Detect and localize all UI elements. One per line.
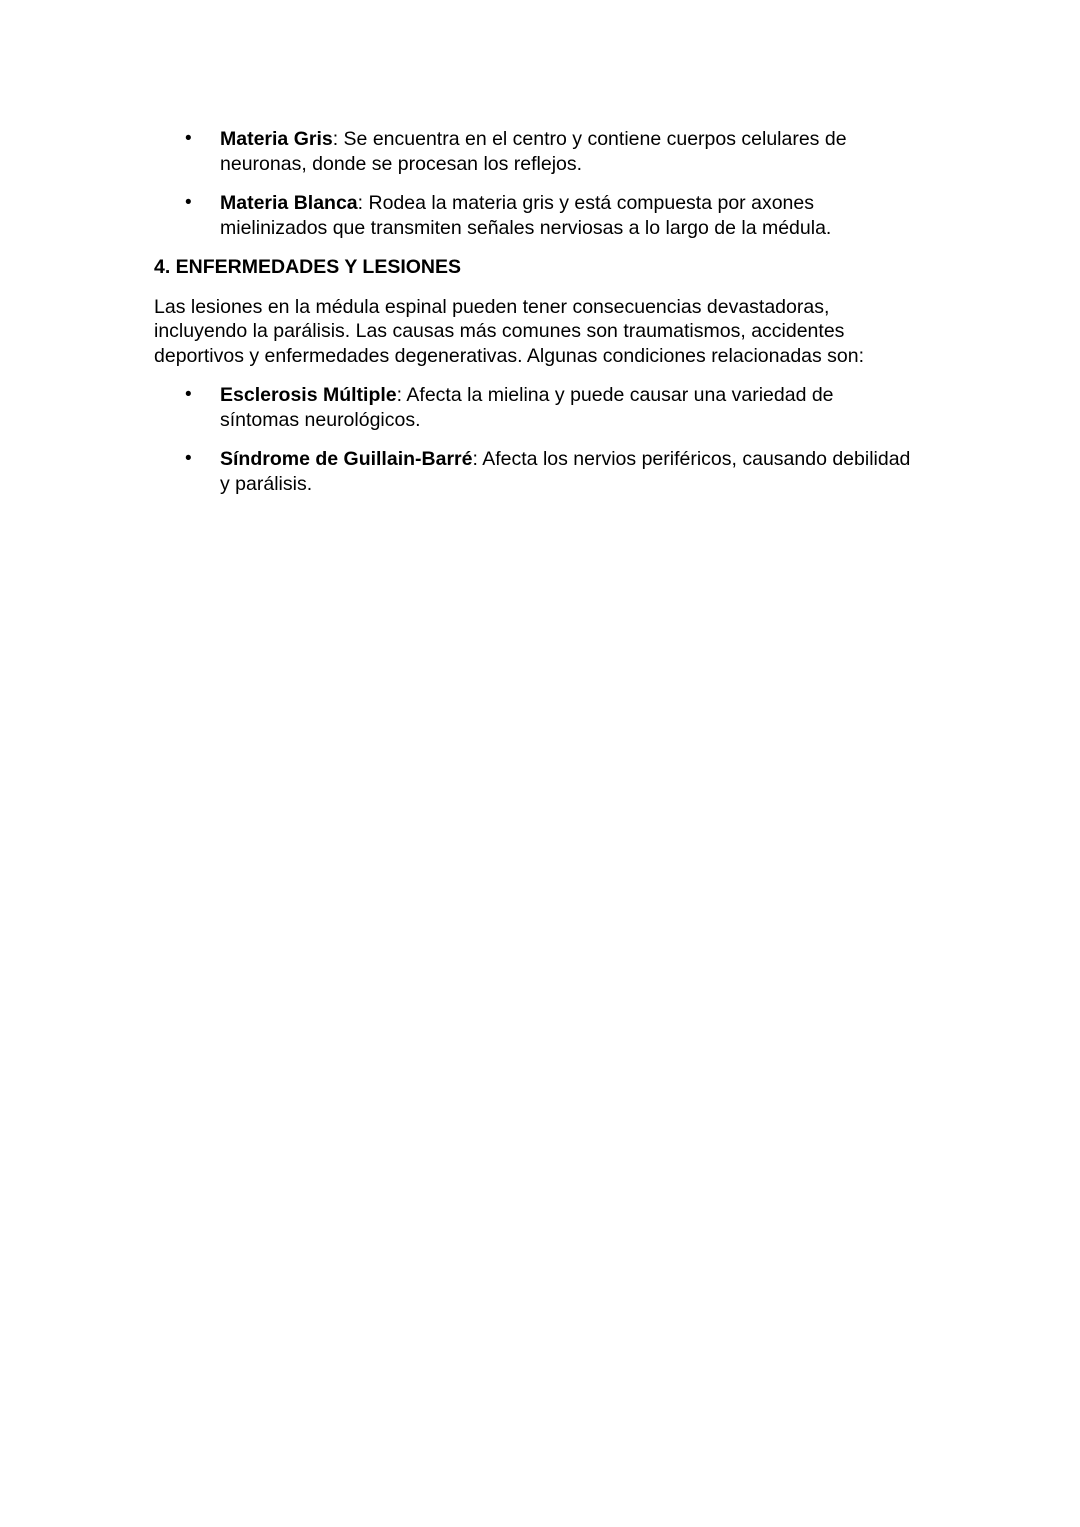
- conditions-list: [154, 383, 914, 496]
- list-item-term: Esclerosis Múltiple: [220, 384, 397, 406]
- section-heading: 4. ENFERMEDADES Y LESIONES: [154, 256, 462, 278]
- page-content: [154, 127, 914, 511]
- list-item-text: : Se encuentra en el centro y contiene cuerpos celulares de neuronas, donde se procesan los reflejos.: [220, 128, 847, 175]
- list-item-text: : Afecta los nervios periféricos, causando debilidad y parálisis.: [220, 448, 911, 495]
- list-item: [154, 191, 914, 240]
- list-item: [154, 127, 914, 176]
- bullet-icon: •: [185, 384, 192, 405]
- bullet-icon: •: [185, 448, 192, 469]
- spinal-matter-list: [154, 127, 914, 240]
- bullet-icon: •: [185, 128, 192, 149]
- list-item: [154, 383, 914, 432]
- list-item-text: : Rodea la materia gris y está compuesta por axones mielinizados que transmiten señales nerviosas a lo largo de la médula.: [220, 192, 832, 239]
- list-item-text: : Afecta la mielina y puede causar una variedad de síntomas neurológicos.: [220, 384, 834, 431]
- bullet-icon: •: [185, 192, 192, 213]
- list-item-term: Materia Blanca: [220, 192, 358, 214]
- list-item-term: Materia Gris: [220, 128, 333, 150]
- list-item: [154, 447, 914, 496]
- list-item-term: Síndrome de Guillain-Barré: [220, 448, 473, 470]
- body-paragraph: Las lesiones en la médula espinal pueden tener consecuencias devastadoras, incluyendo la parálisis. Las causas más comunes son traumatismos, accidentes deportivos y enfermedades degenerativas. Algunas condiciones relacionadas son:: [154, 295, 865, 367]
